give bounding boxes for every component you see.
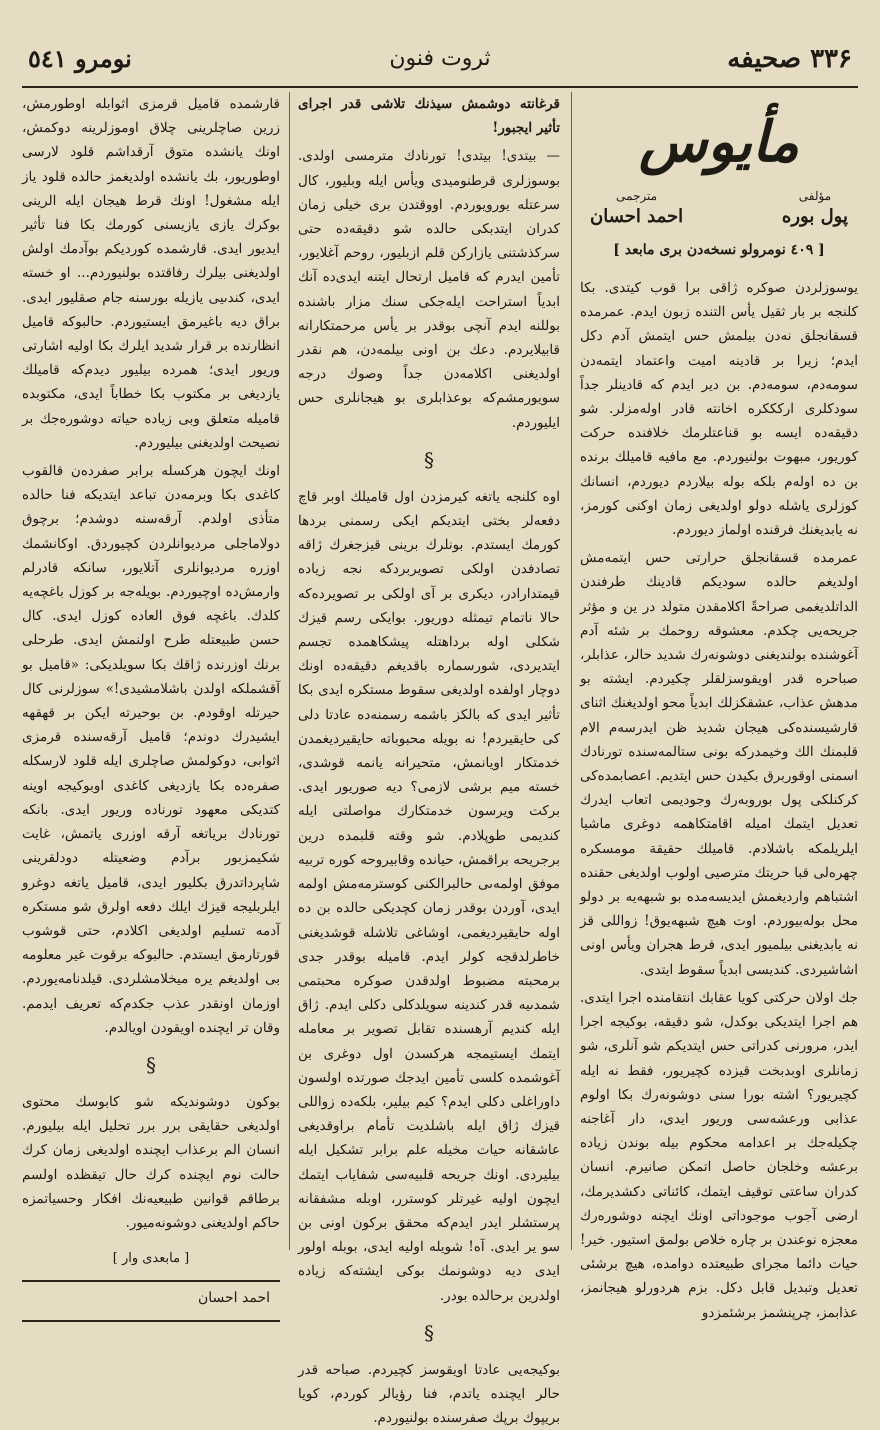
- continuation-note: [ ٤٠٩ نومرولو نسخه‌دن برى مابعد ]: [613, 242, 825, 258]
- header-rule: [22, 86, 858, 88]
- section-separator: §: [424, 1320, 434, 1345]
- translator-credit: [590, 188, 683, 230]
- column-divider: [289, 92, 290, 1250]
- paragraph: — بيتدى! بيتدى! تورنادك مترمسى اولدى. بوسوزلرى قرطنوميدى ويأس ايله وبليور، كال سرعتله يورويوردم. اووقتدن برى خيلى زمان كدران ايتدبكى حالده شو دقيقه‌ده حتى سركذشتنى يازاركن قلم ازبليور، روحم آغلايور، تأمين ايدرم كه قاميل ارتحال ايتنه ايدى‌ده آنك ابدياً استراحت ايله‌جكى سنك مزار باشنده بوللنه ايدم آنچى بوقدر بر يأس مرحمتكارانه قابيلايردم. دعك بن اونى بيلمه‌دن، هم نقدر اولديغنى اكلامه‌دن جداً وصوك درجه سويورمشم‌كه بوعذابلرى بو هيجانلرى حس ايليوردم.: [298, 148, 560, 431]
- translator-name: احمد احسان: [590, 206, 684, 227]
- paragraph: جك اولان حركتى كويا عقابك انتقامنده اجرا ايتدى. هم اجرا ايتديكى بوكدل، شو دقيقه، بوكيجه اجرا ايدر، مرورنى كدراتى حس ايتديكم شو آنلرى، شو زمانلرى اوبدبخت قيزده كچيريور، فقط نه ايله كچيريور؟ اشته بورا سنى دوشونه‌رك بكا اولوم عذابى ورعشه‌سى وريور ايدى، دار آغاجنه چكيله‌جك بر اعدامه محكوم بيله بوندن زياده برعشه وخلجان حاصل اتمكن صانيرم. انسان كدران ساعتى توقيف ايتمك، كائناتى دكشديرمك، ارضى آجوب موجوداتى اونك ايچنه دوشوره‌رك معجزه نوعندن بر چاره خلاص بولمق استيور. خير! حيات دائما مجراى طبيعتده دوامده، هيچ برشئى تعديل وتبديل قابل دكل. بزم هردورلو هيجانمز، عذابمز، چرپنشمز برشئمزدو: [580, 989, 858, 1321]
- paragraph: بوكيجه‌يى عادتا اويقوسز كچيردم. صباحه قدر حالر ايچنده ياتدم، فنا رؤيالر كوردم، كويا بريپوك برپك صفرسنده بولنيوردم.: [298, 1361, 560, 1427]
- column-right: [580, 92, 858, 1321]
- section-separator: §: [146, 1052, 156, 1077]
- column-divider: [571, 92, 572, 1250]
- article-header: [580, 110, 858, 258]
- paragraph: يوسوزلردن صوكره ژاقى برا قوب كيتدى. بكا كلنجه بر بار ثقيل يأس التنده زبون ايدم. عمرمده قسقانجلق نه‌دن بيلمش حس ايتمش آدم دكل ايدم؛ زيرا بر قادينه اميت واعتماد ايتمه‌دن سومه‌دم، سومه‌دم. بن دير ايدم كه قادينلر جداً سودكلرى اركككره اخانته قادر اوله‌مزلر. شو دقيقه‌ده ايسه بو قناعتلرمك خلافنده حركت كوريور، مبهوت بولنيوردم. مع مافيه قاميلك برنده بن ده اوله‌م بلكه بوله بيلاردم ديوردم، انسانك كوزلرى ياشله دولو اولديغى زمان اوكنى كورمز، نه يابديغنك فرقنده اولماز ديوردم.: [580, 280, 858, 539]
- author-credit: [782, 188, 848, 230]
- article-title: مأيوس: [639, 109, 799, 175]
- signature: احمد احسان: [197, 1290, 270, 1307]
- paragraph: قارشمده قاميل قرمزى اثوابله اوطورمش، زرين صاچلرينى چلاق اوموزلرينه دوكمش، اونك يانشده متوق آرقداشم قلود لارسى اوطوريور، بك يانشده اولديغمز حالده قلود ياز ايله مشغول! اونك قرط هيجان ايله الرينى بوكرك يازى يازيسنى كورمك بكا فنا تأثير ايديور ايدى. قارشمده كورديكم بوآدمك اولش اولديغنى بيلرك رفاقتده بولنيوردم... او خسته ايدى، كندىيى يازيله بورسنه جام صقليور ايدى. براق ديه باغيرمق ايستيوردم. حالبوكه قاميل انظارنده بر قرار شديد ايلرك بكا اوليه اشارتى وريور ايدى؛ همرده بيليور ديدم‌كه قاميلك يازديغى بر مكتوب بكا خطاباً ايدى، مكتوبده قاميله متعلق وبى زياده حياته دوشوره‌جك بر نصيحت اولديغنى بيليوردم.: [22, 96, 280, 451]
- paragraph: اونك ايچون هركسله برابر صفرده‌ن قالقوب كاغدى بكا وبرمه‌دن تباعد ايتديكه فنا حالده متأذى اولدم. آرقه‌سنه دوشدم؛ برچوق دولاماجلى مرديوانلردن كچيوردق. اوكانشمك اوزره مرديوانلرى آتلايور، سانكه قادرلم وارمش‌ده اوچيوردم. بويله‌جه بر كوزل باغچه‌يه كلدك. باغچه فوق العاده كوزل ايدى. كال حسن طبيعتله طرح اولنمش ايدى. طرحلى برنك اوزرنده ژاقك بكا سويلديكى: «قاميل بو آقشملكه اولدن باشلامشيدى!» سوزلرنى كال حيرتله اوقودم. بن بوحيرته ايكن بر قهقهه ايشيدرك دوندم؛ قاميل آرقه‌سنده قرمزى اثوابى، دوكولمش صاچلرى ايله قلود لارسكله صفره‌ده بكا يازديغى كاغدى اوبوكيجه اوينه كتديكى معهود تورناده وريور ايدى. بانكه تورنادك برياتغه آرقه اوزرى ياتمش، غايت شكيمزبور برآدم وضعيتله دودلقرينى شاپرداتدرق بكليور ايدى، قاميل ياتغه دوغرو ايلربليجه قيزك ايلك دفعه اولرق شو مستكره آدمه تسليم اولديغى اكلادم، حتى قوشوب قورتارمق ايستدم. حالبوكه برقوت غير معلومه بى اولديغم يره ميخلامشلردى. قيلدنامه‌يوردم. اوزمان اونقدر عذب جكدم‌كه تعريف ايدمم. وقان تر ايچنده اويقودن اويالدم.: [22, 463, 280, 1036]
- credits: [580, 188, 858, 230]
- journal-name: ثروت فنون: [389, 46, 491, 71]
- paragraph: بوكون دوشونديكه شو كابوسك محتوى اولديغى حقايقى برر برر تحليل ايله بيليورم. انسان الم برعذاب ايچنده اولديغى زمان كرك حالت نوم ايچنده كرك حال تيقظده اولسم برطاقم قوانين طبيعيه‌نك افكار وحسياتمزه حاكم اولديغنى دوشونه‌ميور.: [22, 1093, 280, 1231]
- signature-rule: [22, 1280, 280, 1282]
- issue-number: نومرو ٥٤١: [28, 44, 132, 73]
- section-separator: §: [424, 447, 434, 472]
- paragraph: عمرمده قسقانجلق حرارتى حس ايتمه‌مش اولديغم حالده سوديكم قادينك طرفندن الداتلديغمى صراحةً اكلامقدن متولد در ين و مؤثر جريحه‌يى چكدم. معشوقه روحمك بر شئه آدم آغوشنده بولنديغنى دوشونه‌رك شديد حالر، عذابلر، صباحره قدر اويقوسزلقلر چكيردم. ايشته بو مدهش عذاب، عشقكزلك ابدياً محو اولديغنك اثناى قارشيسنده‌كى هيجان شديد ظن ايدرسه‌م الام قلبمنك الك وخيمدركه بونى ستالمه‌سنده تورنادك اسمنى اوقوربرق بكيدن حس ايتديم. اعصابمده‌كى كركنلكى پول بوروبه‌رك وجوديمى اتعاب ايدرك تعديل ايتمك اميله اقامتكاهمه دوغرى ماشيا ايلريلمكه باشلادم. قاميلك حقيقة مومسكره چهره‌لى قبا حريتك مترصيى اولوب اولديغى حقنده اشتباهم وارديغمش ايديسه‌مده بو شبهه‌يه بر دولو محل بوله‌بيوردم. اوت هيچ شبهه‌يوق! زواللى قز نه يابديغنى بيلميور ايدى، فرط هجران ويأس اونى اشاشيردى. كنديسى ابدياً سقوط ايتدى.: [580, 550, 858, 978]
- paragraph: قرغانته دوشمش سيذنك تلاشى قدر اجراى تأثير ايجبور!: [298, 96, 560, 137]
- column-left: [22, 92, 280, 1307]
- continued-note: [ مابعدى وار ]: [112, 1251, 190, 1267]
- author-role: مؤلفى: [798, 189, 832, 203]
- column-middle: [298, 92, 560, 1427]
- paragraph: اوه كلنجه ياتغه كيرمزدن اول قاميلك اوبر قاچ دفعه‌لر بختى ايتديكم ايكى رسمنى بردها كورمك ايستدم. بونلرك برينى قيزجغرك ژاقه تصادفدن اولكى تصويربردكه نجه زياده قيمتدارادر، ديكرى بر آى اولكى بر تصويرده‌كه حالا ناتمام تيمثله دوريور. بوايكى رسم قيزك شكلى اوله برداهتله پيشكاهمده تجسم ايتديردى، شورسماره باقديغم دقيقه‌ده اونك دوچار اولفده اولديغى سقوط مستكره ايدى بكا تأثير ايدى كه بالكز باشمه رسمنه‌ده عادتا دلى كى حايقيردم! نه بويله محبوباته حايقيرديغمدن خدمتكار اويانمش، متحيرانه يانمه قوشدى، خسته ميم برشى لازمى؟ ديه صوريور ايدى. بركت ويرسون خدمتكارك مواصلتى ايله كنديمى طوپلادم. شو وقته قلبمده درين برجريحه براقمش، حيانده وقابيروحه كوره تربيه موفق اولمه‌ىى حالبرالكنى كوسترمه‌مش اولمه ايدى، آوردن بوقدر زمان كچديكى حالده بن ده اوله حايقيرديغمى، اوشاغى تلاشله قوشديغنى خاطرلدقجه كولر ايدم. قاميله بوقدر جدى برمحبته مضبوط اولدقدن صوكره محبتمى شمدىيه قدر كندينه سويلدكلى دكلى ايدم. ژاق ايله كنديم آرهسنده تقابل تصوير بر معامله ايتمك ايستيمجه هركسدن اول دوغرى بن آغوشمده كلسى تأمين ايدجك صورتده اولسون داوراغلى دكلى ايدم؟ كيم بيلير، بلكه‌ده زواللى قيزك ژاق ايله باشلديت تأمام براوقديغى عاشقانه حيات مخيله علم برابر تشكيل ايله بيليردى. اونك جريحه قلبيه‌سى شفاياب ايتمك ايچون اوليه غيرتلر كوسترر، اوبله مشفقانه پرستشلر ايدر ايدم‌كه محقق بركون اونى بن سو ير ايدى. آه! شويله اوليه ايدى، بوبله اولور ايدى ديه دوشونمك بوكى ايشته‌كه زياده اولدرين برحالده بودر.: [298, 488, 560, 1304]
- bottom-rule: [22, 1320, 280, 1322]
- author-name: پول بوره: [781, 206, 848, 227]
- translator-role: مترجمى: [616, 189, 658, 203]
- page-number: ۳۳۶ صحيفه: [727, 44, 852, 74]
- page-header: [22, 40, 858, 84]
